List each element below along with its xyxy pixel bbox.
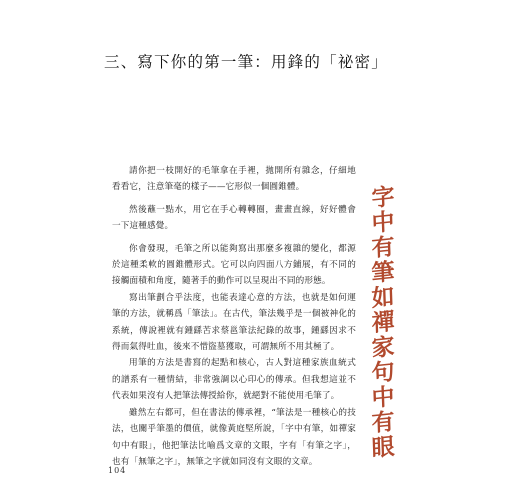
calligraphy-char: 禪 <box>371 307 395 338</box>
calligraphy-char: 眼 <box>371 432 395 463</box>
calligraphy-char: 中 <box>371 382 395 413</box>
paragraph-2: 然後蘸一點水，用它在手心轉轉圈，畫畫直線，好好體會一下這種感覺。 <box>112 204 356 232</box>
calligraphy-char: 有 <box>371 407 395 438</box>
chapter-title: 三、寫下你的第一筆：用鋒的「祕密」 <box>104 53 388 71</box>
calligraphy-char: 有 <box>371 232 395 263</box>
calligraphy-char: 中 <box>371 207 395 238</box>
paragraph-1: 請你把一枝開好的毛筆拿在手裡，拋開所有雜念，仔細地看看它，注意筆毫的樣子——它形似一個圓錐體。 <box>112 166 356 193</box>
calligraphy-char: 句 <box>371 357 395 388</box>
body-text <box>112 163 356 470</box>
calligraphy-char: 筆 <box>371 257 395 288</box>
paragraph-6: 雖然左右都可，但在書法的傳承裡，“筆法是一種核心的技法，也關乎筆墨的價值，就像黃庭堅所說，「字中有筆，如禪家句中有眼」，他把筆法比喻爲文章的文眼，字有「有筆之字」，也有「無筆之字」，無筆之字就如同沒有文眼的文章。 <box>112 407 356 467</box>
page-number: 104 <box>108 466 127 475</box>
paragraph-5: 用筆的方法是書寫的起點和核心，古人對這種家族血統式的譜系有一種情結，非常強調以心印心的傳承。但我想這並不代表如果沒有人把筆法傳授給你，就絕對不能使用毛筆了。 <box>112 358 356 402</box>
calligraphy-quote <box>363 182 403 463</box>
paragraph-3: 你會發現，毛筆之所以能夠寫出那麼多複雜的變化，都源於這種柔軟的圓錐體形式。它可以向四面八方鋪展，有不同的接觸面積和角度，隨著手的動作可以呈現出不同的形態。 <box>112 243 356 287</box>
calligraphy-char: 如 <box>371 282 395 313</box>
calligraphy-char: 家 <box>371 332 395 363</box>
calligraphy-char: 字 <box>371 182 395 213</box>
paragraph-4: 寫出筆劃合乎法度，也能表達心意的方法，也就是如何運筆的方法，就稱爲「筆法」。在古代，筆法幾乎是一個被神化的系統，傳說裡就有鍾繇苦求蔡邕筆法紀錄的故事，鍾繇因求不得而氣得吐血，後來不惜盜墓獲取，可謂無所不用其極了。 <box>112 292 356 353</box>
